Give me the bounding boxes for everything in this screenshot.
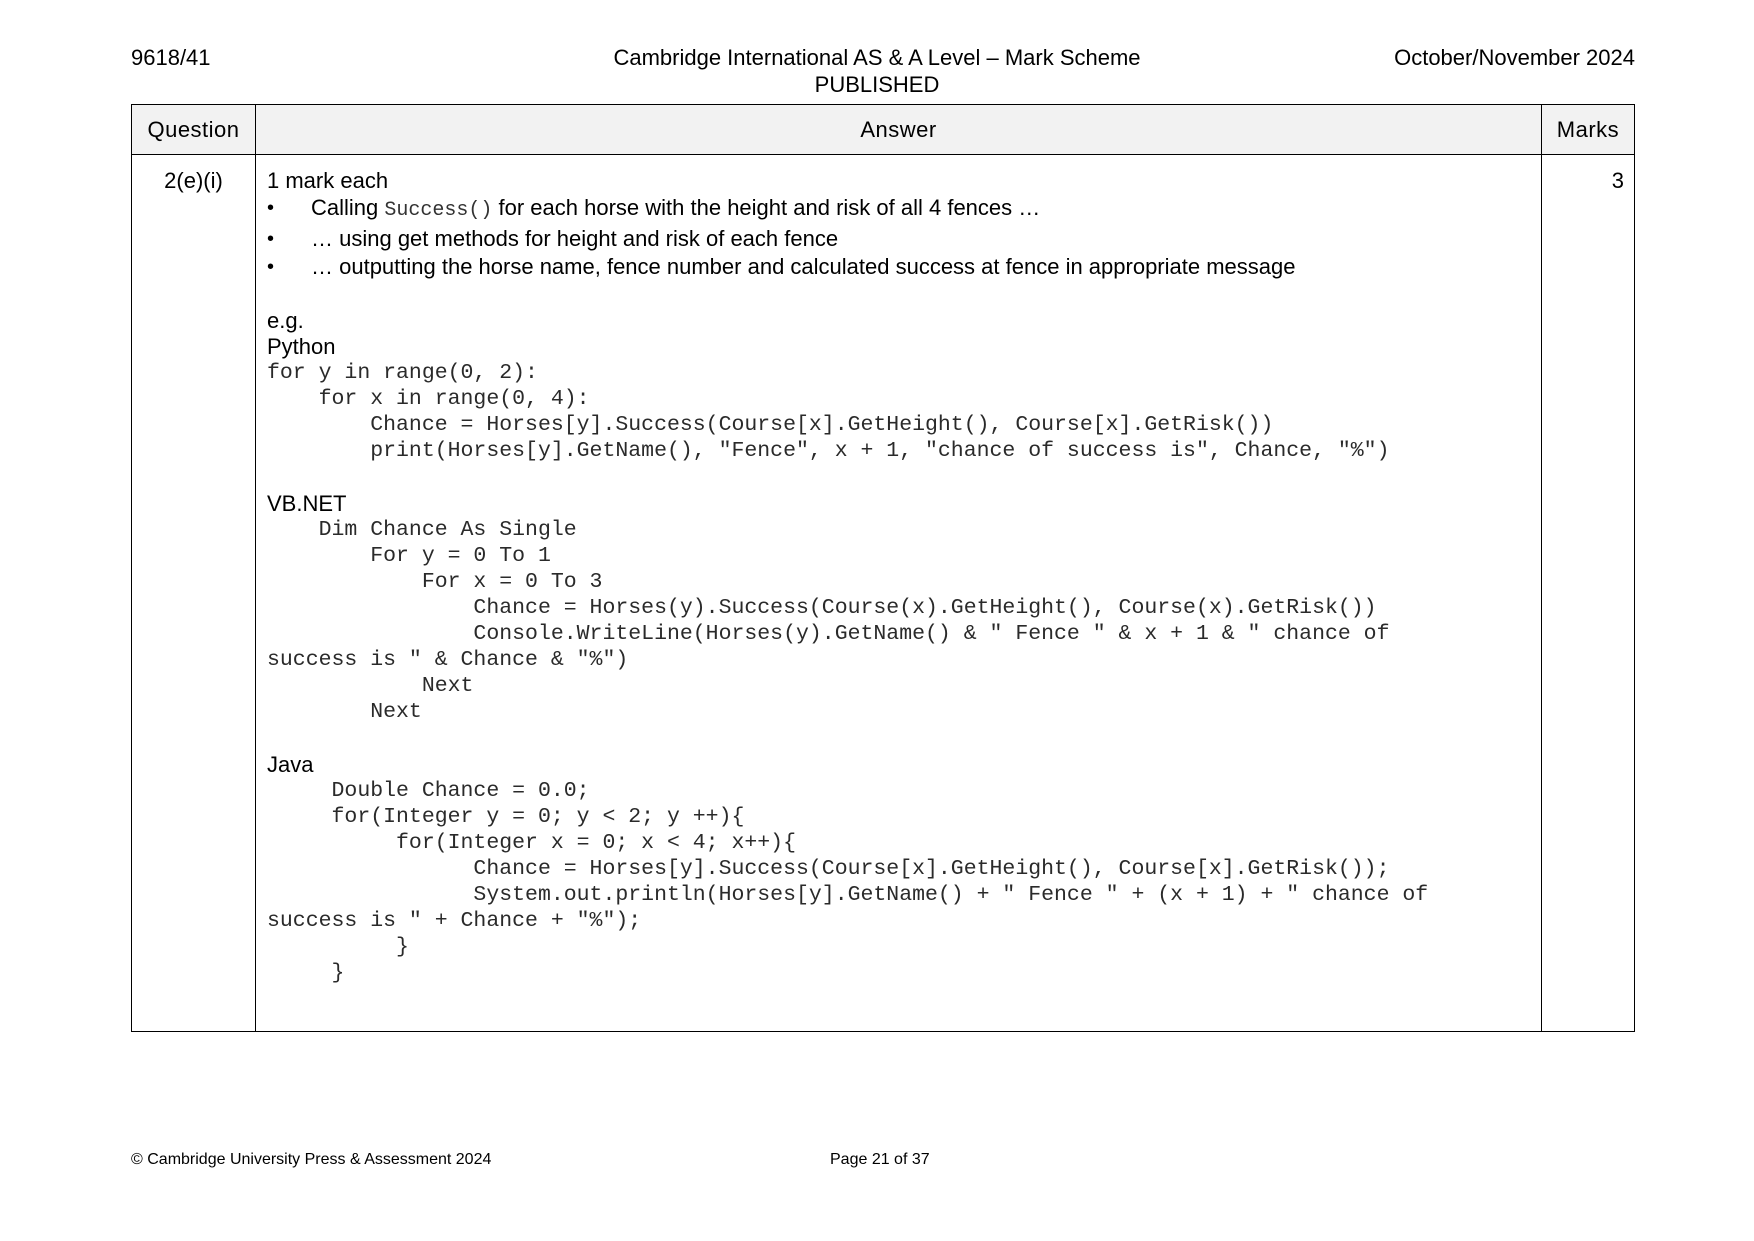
marking-point [267, 253, 1531, 281]
marking-points [267, 194, 1531, 281]
java-label: Java [267, 752, 314, 777]
answer-column-header: Answer [256, 105, 1542, 155]
bullet-icon: • [267, 256, 275, 278]
java-code: Double Chance = 0.0; for(Integer y = 0; y < 2; y ++){ for(Integer x = 0; x < 4; x++){ Chance = Horses[y].Success(Course[x].GetHeight(), Course[x].GetRisk()); System.out.println(Horses[y].GetName() + " Fence " + (x + 1) + " chance of success is " + Chance + "%"); } } [267, 779, 1429, 985]
marking-point [267, 225, 1531, 253]
vbnet-code: Dim Chance As Single For y = 0 To 1 For x = 0 To 3 Chance = Horses(y).Success(Course(x).GetHeight(), Course(x).GetRisk()) Console.WriteLine(Horses(y).GetName() & " Fence " & x + 1 & " chance of success is " & Chance & "%") Next Next [267, 518, 1390, 724]
marks-value: 3 [1542, 155, 1635, 1032]
vbnet-label: VB.NET [267, 491, 347, 516]
published-label: PUBLISHED [814, 72, 940, 97]
table-header-row [132, 105, 1635, 155]
inline-code: Success() [384, 199, 493, 222]
answer-cell [256, 155, 1542, 1032]
python-code: for y in range(0, 2): for x in range(0, 4): Chance = Horses[y].Success(Course[x].GetHeight(), Course[x].GetRisk()) print(Horses[y].GetName(), "Fence", x + 1, "chance of success is", Chance, "%") [267, 361, 1390, 463]
bullet-icon: • [267, 197, 275, 219]
marking-point-text: for each horse with the height and risk of all 4 fences … [492, 195, 1041, 220]
marking-intro: 1 mark each [267, 168, 389, 193]
spacer [267, 281, 1531, 308]
marking-point-text: … outputting the horse name, fence number and calculated success at fence in appropriate message [311, 254, 1296, 279]
question-number: 2(e)(i) [132, 155, 256, 1032]
marking-point-text: … using get methods for height and risk of each fence [311, 226, 839, 251]
mark-scheme-table [131, 104, 1635, 1032]
marking-point-text: Calling [311, 195, 385, 220]
question-column-header: Question [132, 105, 256, 155]
document-title-line: Cambridge International AS & A Level – Mark Scheme [613, 45, 1141, 70]
example-label: e.g. [267, 308, 304, 333]
paper-code: 9618/41 [131, 45, 211, 70]
table-row [132, 155, 1635, 1032]
page-number: Page 21 of 37 [830, 1151, 930, 1168]
marks-column-header: Marks [1542, 105, 1635, 155]
python-label: Python [267, 334, 336, 359]
exam-session: October/November 2024 [1394, 45, 1635, 70]
bullet-icon: • [267, 228, 275, 250]
marking-point [267, 194, 1531, 225]
copyright-notice: © Cambridge University Press & Assessment 2024 [131, 1151, 492, 1168]
spacer [267, 464, 1531, 491]
spacer [267, 725, 1531, 752]
